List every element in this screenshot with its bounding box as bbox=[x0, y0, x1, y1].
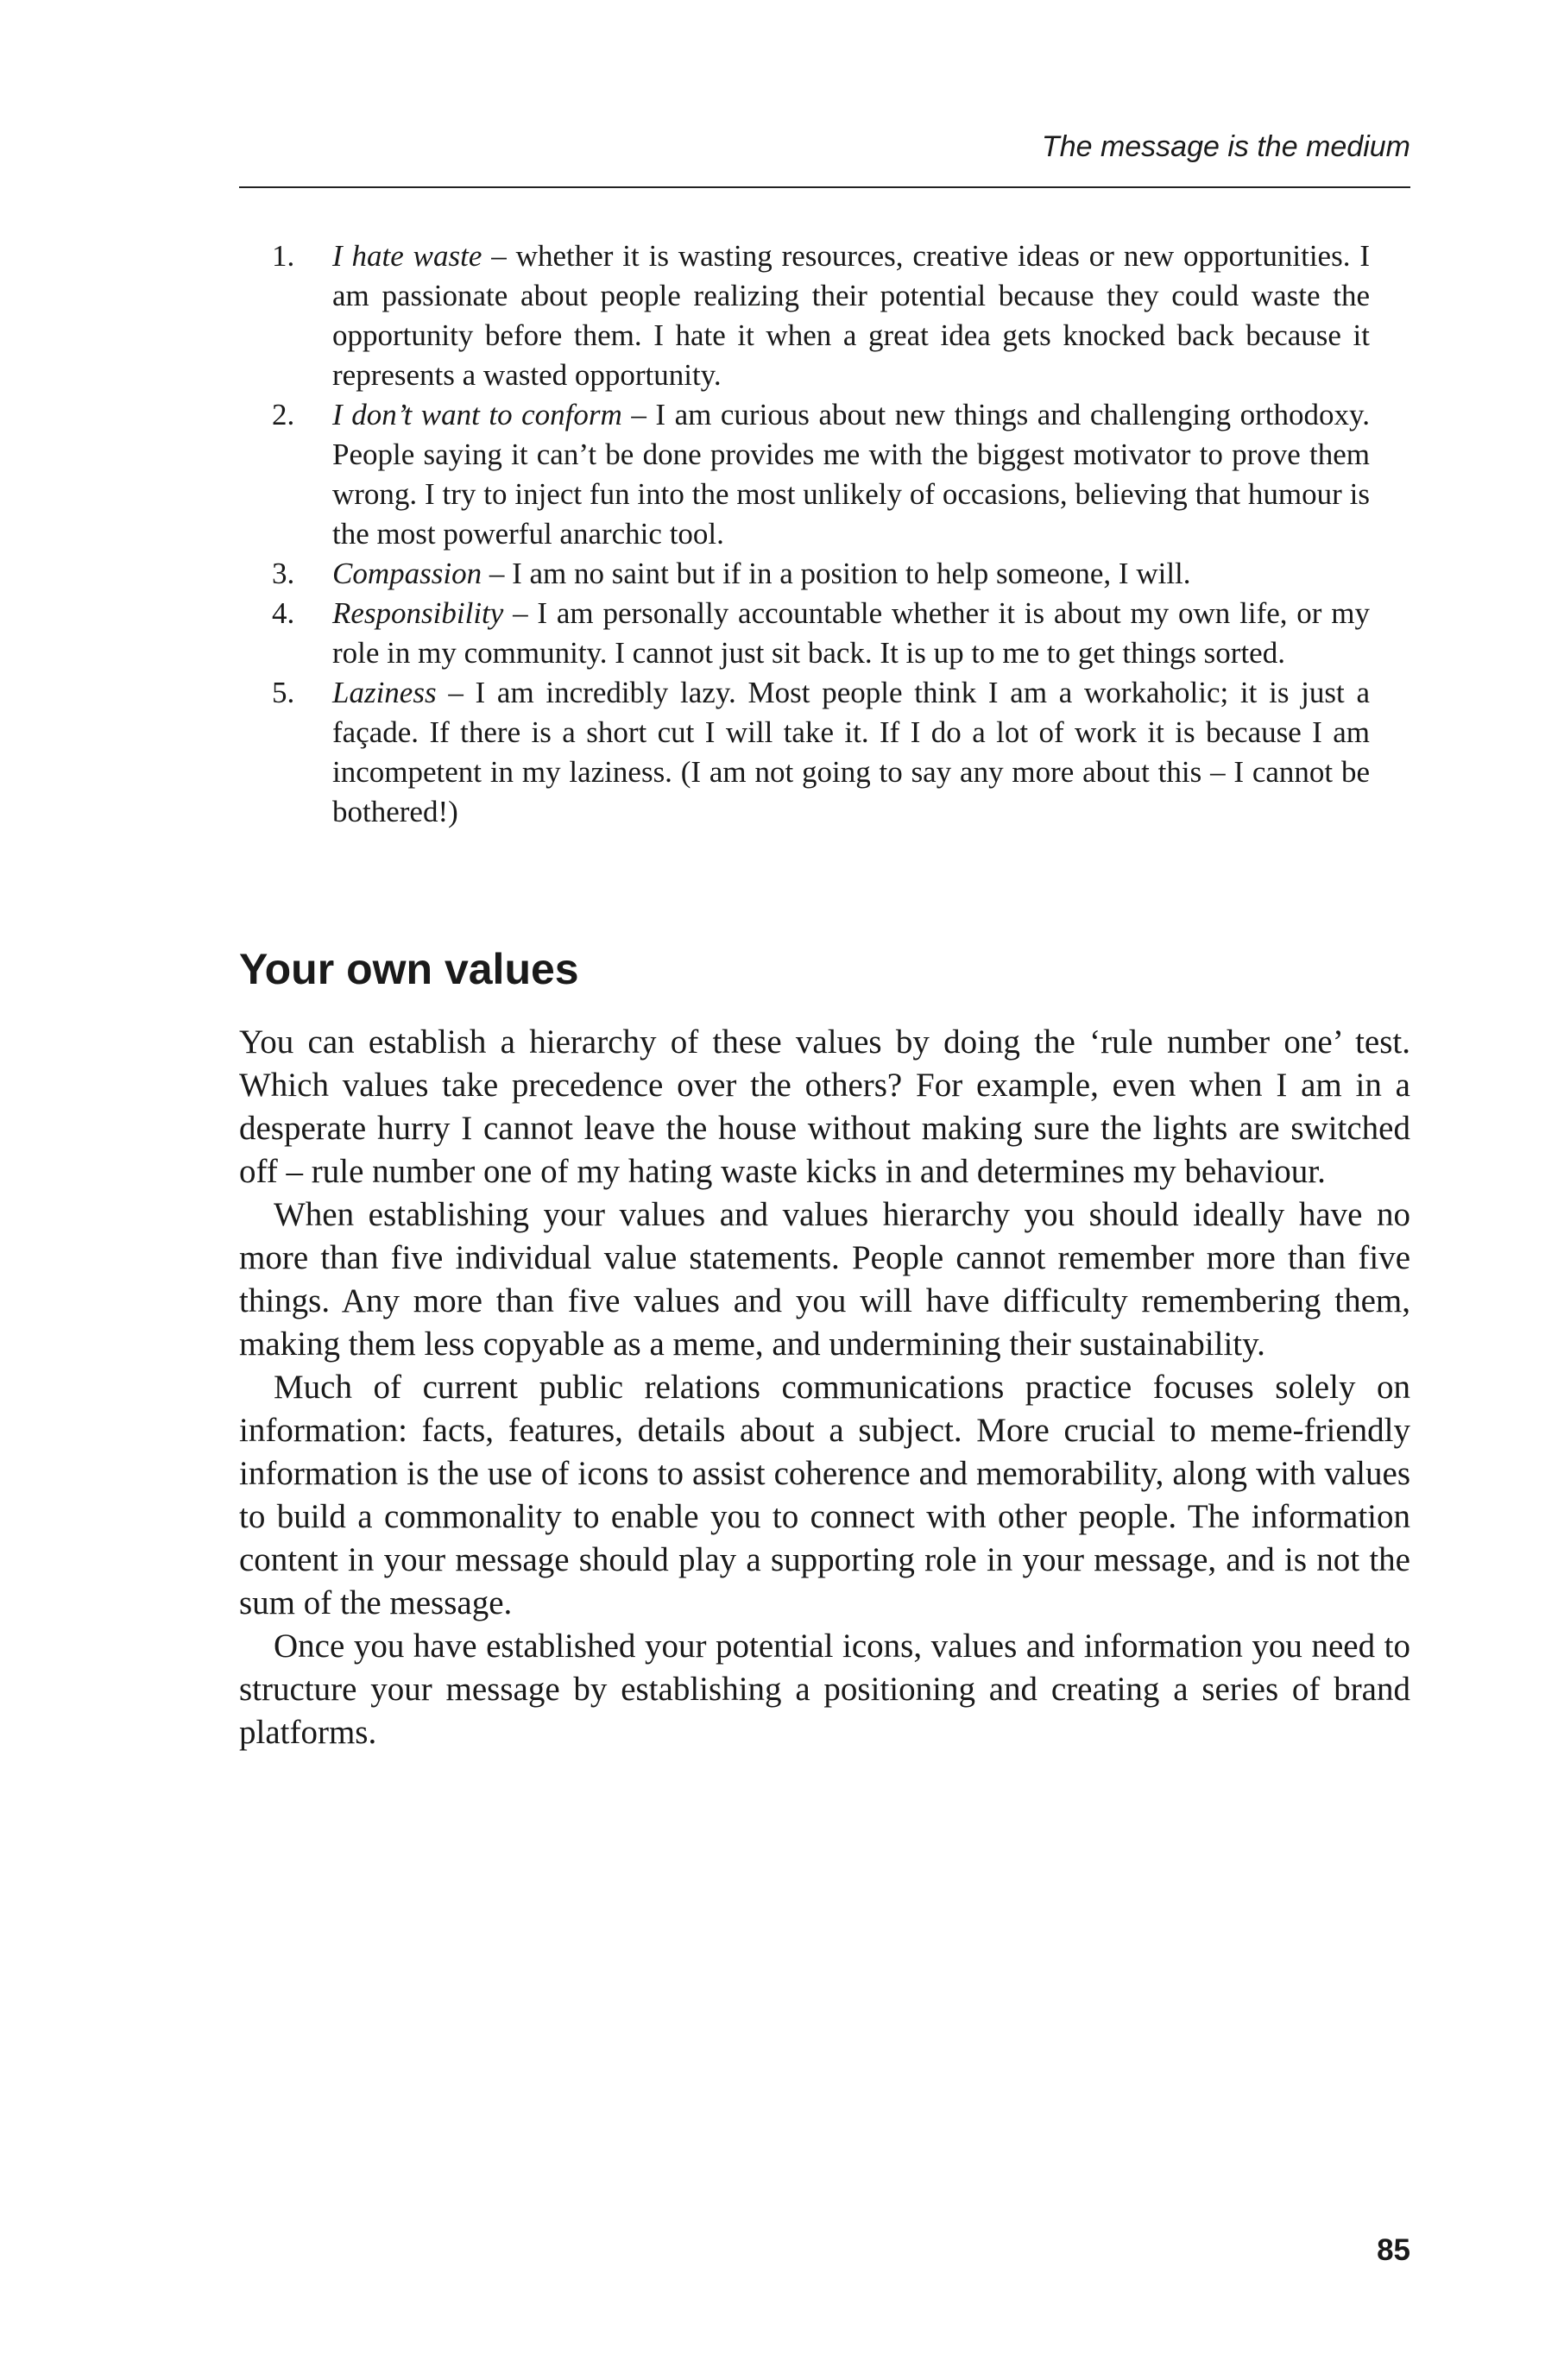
list-item bbox=[239, 673, 1370, 832]
list-item-number: 1. bbox=[272, 239, 295, 273]
body-text bbox=[239, 1021, 1410, 1754]
paragraph: You can establish a hierarchy of these values by doing the ‘rule number one’ test. Which values take precedence over the others? For example, even when I am in a desperate hurry I cannot leave the house without making sure the lights are switched off – rule number one of my hating waste kicks in and determines my behaviour. bbox=[239, 1023, 1410, 1190]
list-item-number: 5. bbox=[272, 676, 295, 709]
list-item-body bbox=[332, 395, 1370, 554]
list-item-number: 4. bbox=[272, 596, 295, 630]
list-item-term: Laziness bbox=[332, 676, 437, 709]
list-item-text: – I am incredibly lazy. Most people think I am a workaholic; it is just a façade. If there is a short cut I will take it. If I do a lot of work it is because I am incompetent in my laziness. (I am not going to say any more about this – I cannot be bothered!) bbox=[332, 676, 1370, 828]
list-item-term: Compassion bbox=[332, 557, 482, 590]
list-item-text: – I am curious about new things and challenging orthodoxy. People saying it can’t be done provides me with the biggest motivator to prove them wrong. I try to inject fun into the most unlikely of occasions, believing that humour is the most powerful anarchic tool. bbox=[332, 398, 1370, 551]
list-item-body bbox=[332, 673, 1370, 832]
list-item-number: 3. bbox=[272, 557, 295, 590]
list-item-text: – I am personally accountable whether it is about my own life, or my role in my community. I cannot just sit back. It is up to me to get things sorted. bbox=[332, 596, 1370, 670]
running-head: The message is the medium bbox=[1041, 130, 1410, 163]
list-item bbox=[239, 236, 1370, 395]
paragraph: Much of current public relations communications practice focuses solely on information: facts, features, details about a subject. More crucial to meme-friendly information is the use of icons to assist coherence and memorability, along with values to build a commonality to enable you to connect with other people. The information content in your message should play a supporting role in your message, and is not the sum of the message. bbox=[239, 1369, 1410, 1621]
list-item-text: – I am no saint but if in a position to help someone, I will. bbox=[482, 557, 1191, 590]
list-item bbox=[239, 554, 1370, 594]
list-item-text: – whether it is wasting resources, creative ideas or new opportunities. I am passionate about people realizing their potential because they could waste the opportunity before them. I hate it when a great idea gets knocked back because it represents a wasted opportunity. bbox=[332, 239, 1370, 392]
paragraph: When establishing your values and values hierarchy you should ideally have no more than five individual value statements. People cannot remember more than five things. Any more than five values and you will have difficulty remembering them, making them less copyable as a meme, and undermining their sustainability. bbox=[239, 1196, 1410, 1363]
page-number: 85 bbox=[1377, 2233, 1410, 2267]
list-item-term: I hate waste bbox=[332, 239, 482, 273]
list-item-body bbox=[332, 554, 1370, 594]
list-item-number: 2. bbox=[272, 398, 295, 431]
list-item bbox=[239, 594, 1370, 673]
list-item-body bbox=[332, 236, 1370, 395]
list-item-term: Responsibility bbox=[332, 596, 504, 630]
list-item-term: I don’t want to conform bbox=[332, 398, 622, 431]
list-item-body bbox=[332, 594, 1370, 673]
page-header bbox=[239, 129, 1410, 188]
section-heading: Your own values bbox=[239, 945, 579, 993]
values-list bbox=[239, 236, 1370, 832]
list-item bbox=[239, 395, 1370, 554]
paragraph: Once you have established your potential icons, values and information you need to structure your message by establishing a positioning and creating a series of brand platforms. bbox=[239, 1628, 1410, 1751]
